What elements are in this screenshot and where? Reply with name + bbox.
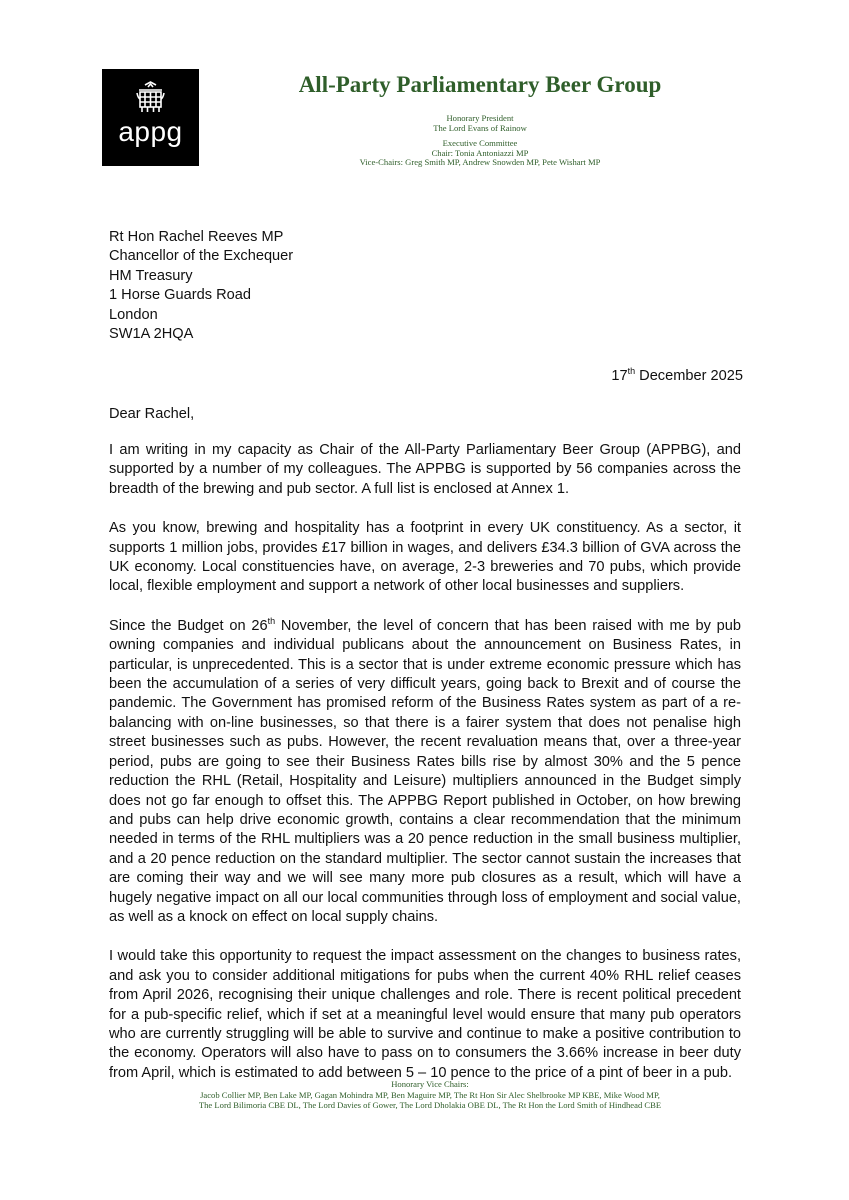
date-day: 17 xyxy=(611,368,628,384)
footer-line: Jacob Collier MP, Ben Lake MP, Gagan Mohindra MP, Ben Maguire MP, The Rt Hon Sir Alec Shelbrooke MP KBE, Mike Wood MP, xyxy=(200,1089,660,1100)
date-rest: December 2025 xyxy=(635,368,743,384)
logo-text: appg xyxy=(118,116,183,147)
address-line: 1 Horse Guards Road xyxy=(109,287,251,304)
vice-chairs-footer xyxy=(150,1079,710,1111)
paragraph-text: November, the level of concern that has been raised with me by pub owning companies and individual publicans about the announcement on Business Rates, in particular, is unprecedented. This is a sector that is under extreme economic pressure which has been the accumulation of a series of very difficult years, going back to Brexit and of course the pandemic. The Government has promised reform of the Business Rates system as part of a re-balancing with on-line businesses, so that there is a fairer system that does not penalise high street businesses such as pubs. However, the recent revaluation means that, over a three-year period, pubs are going to see their Business Rates bills rise by almost 30% and the 5 pence reduction the RHL (Retail, Hospitality and Leisure) multipliers announced in the Budget simply does not go far enough to offset this. The APPBG Report published in October, on how brewing and pubs can help drive economic growth, contains a clear recommendation that the minimum needed in terms of the RHL multipliers was a 20 pence reduction in the small business multiplier, and a 20 pence reduction on the standard multiplier. The sector cannot sustain the increases that are coming their way and we will see many more pub closures as a result, which will have a hugely negative impact on all our local communities through loss of employment and social value, as well as a knock on effect on local supply chains. xyxy=(109,617,741,925)
address-line: SW1A 2HQA xyxy=(109,326,194,343)
paragraph xyxy=(109,617,741,928)
committee-label: Executive Committee xyxy=(442,138,518,148)
paragraph: I am writing in my capacity as Chair of the All-Party Parliamentary Beer Group (APPBG), and supported by a number of my colleagues. The APPBG is supported by 56 companies across the breadth of the brewing and pub sector. A full list is enclosed at Annex 1. xyxy=(109,442,741,497)
paragraph-text: Since the Budget on 26 xyxy=(109,617,268,634)
paragraph: I would take this opportunity to request the impact assessment on the changes to business rates, and ask you to consider additional mitigations for pubs when the current 40% RHL relief ceases from April 2026, recognising their unique challenges and role. There is recent political precedent for a pub-specific relief, which if set at a meaningful level would ensure that many pub operators who are currently struggling will be able to survive and continue to make a positive contribution to the economy. Operators will also have to pass on to consumers the 3.66% increase in beer duty from April, which is estimated to add between 5 – 10 pence to the price of a pint of beer in a pub. xyxy=(109,948,741,1081)
footer-line: The Lord Bilimoria CBE DL, The Lord Davies of Gower, The Lord Dholakia OBE DL, The Rt Hon the Lord Smith of Hindhead CBE xyxy=(198,1100,662,1110)
president-label: Honorary President xyxy=(446,113,514,123)
letter-date xyxy=(611,367,743,386)
salutation: Dear Rachel, xyxy=(109,406,195,422)
address-line: London xyxy=(109,306,158,323)
recipient-address xyxy=(109,228,293,344)
portcullis-icon xyxy=(136,81,165,115)
committee-vice-chairs: Vice-Chairs: Greg Smith MP, Andrew Snowden MP, Pete Wishart MP xyxy=(359,157,601,167)
letterhead xyxy=(240,70,720,168)
address-line: Chancellor of the Exchequer xyxy=(109,248,294,265)
appg-logo xyxy=(102,69,199,166)
address-line: Rt Hon Rachel Reeves MP xyxy=(109,229,284,245)
committee-chair: Chair: Tonia Antoniazzi MP xyxy=(431,147,529,158)
president-name: The Lord Evans of Rainow xyxy=(433,122,527,133)
address-line: HM Treasury xyxy=(109,267,193,284)
paragraph: As you know, brewing and hospitality has a footprint in every UK constituency. As a sector, it supports 1 million jobs, provides £17 billion in wages, and delivers £34.3 billion of GVA across the UK economy. Local constituencies have, on average, 2-3 breweries and 70 pubs, which provide local, flexible employment and support a network of other local businesses and suppliers. xyxy=(109,520,741,595)
letter-body xyxy=(109,441,741,1103)
footer-label: Honorary Vice Chairs: xyxy=(391,1079,469,1089)
group-title: All-Party Parliamentary Beer Group xyxy=(298,72,662,97)
date-suffix: th xyxy=(627,366,636,377)
paragraph-sup: th xyxy=(267,615,276,626)
